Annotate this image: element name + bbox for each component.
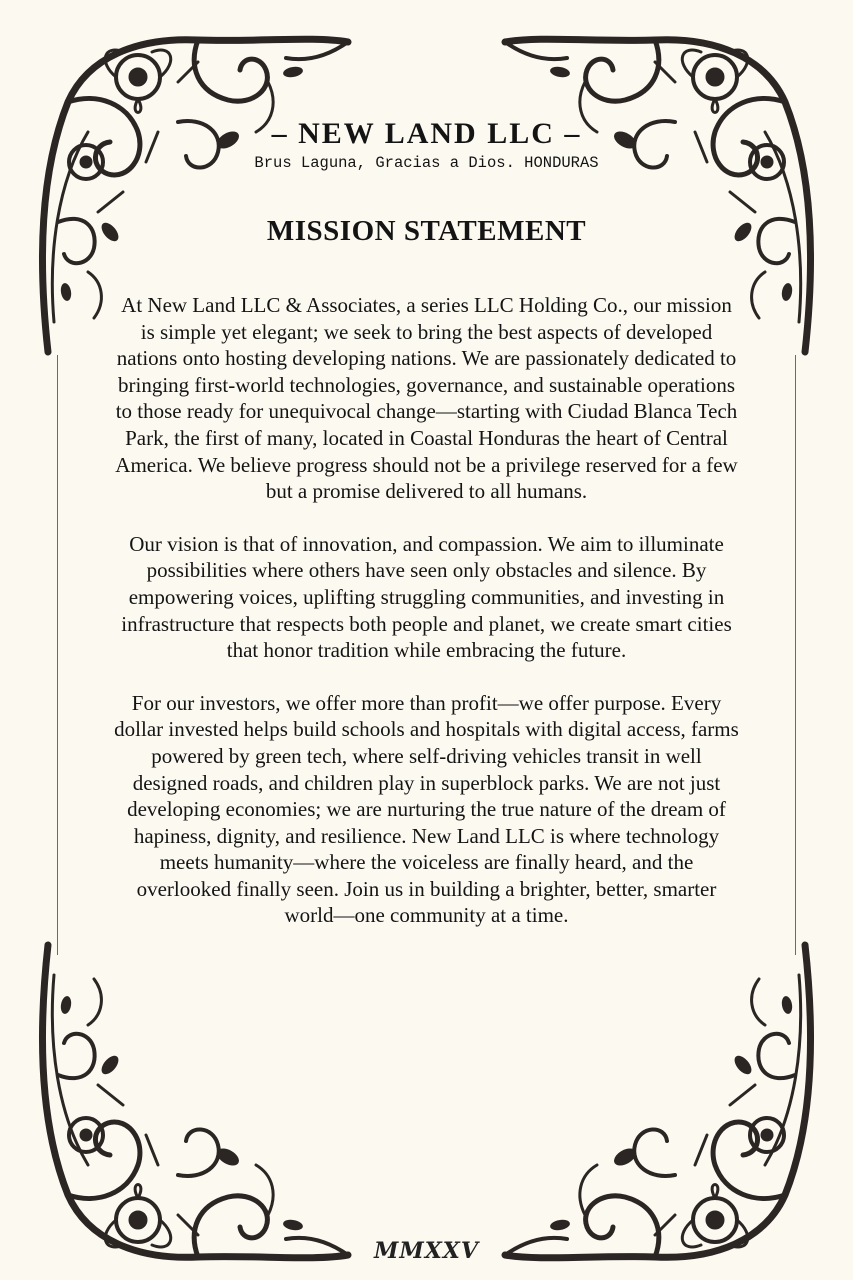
company-location: Brus Laguna, Gracias a Dios. HONDURAS [254,154,599,172]
bottom-left-floral-ornament-icon [28,935,388,1275]
letterhead [0,116,853,173]
footer-year: MMXXV [374,1238,479,1264]
bottom-right-floral-ornament-icon [465,935,825,1275]
paragraph-vision: Our vision is that of innovation, and compassion. We aim to illuminate possibilities where others have seen only obstacles and silence. By empowering voices, uplifting struggling communities, and investing in infrastructure that respects both people and planet, we create smart cities that honor tradition while embracing the future. [121,531,732,663]
left-border-rule [57,355,58,955]
paragraph-investors: For our investors, we offer more than profit—we offer purpose. Every dollar invested helps build schools and hospitals with digital access, farms powered by green tech, where self-driving vehicles transit in well designed roads, and children play in superblock parks. We are not just developing economies; we are nurturing the true nature of the dream of hapiness, dignity, and resilience. New Land LLC is where technology meets humanity—where the voiceless are finally heard, and the overlooked finally seen. Join us in building a brighter, better, smarter world—one community at a time. [114,690,739,928]
paragraph-mission: At New Land LLC & Associates, a series LLC Holding Co., our mission is simple yet elegant; we seek to bring the best aspects of developed nations onto hosting developing nations. We are passionately dedicated to bringing first-world technologies, governance, and sustainable operations to those ready for unequivocal change—starting with Ciudad Blanca Tech Park, the first of many, located in Coastal Honduras the heart of Central America. We believe progress should not be a privilege reserved for a few but a promise delivered to all humans. [115,293,738,504]
company-name: – NEW LAND LLC – [271,117,582,150]
right-border-rule [795,355,796,955]
document-title: MISSION STATEMENT [266,215,587,247]
mission-statement-body [112,292,741,955]
